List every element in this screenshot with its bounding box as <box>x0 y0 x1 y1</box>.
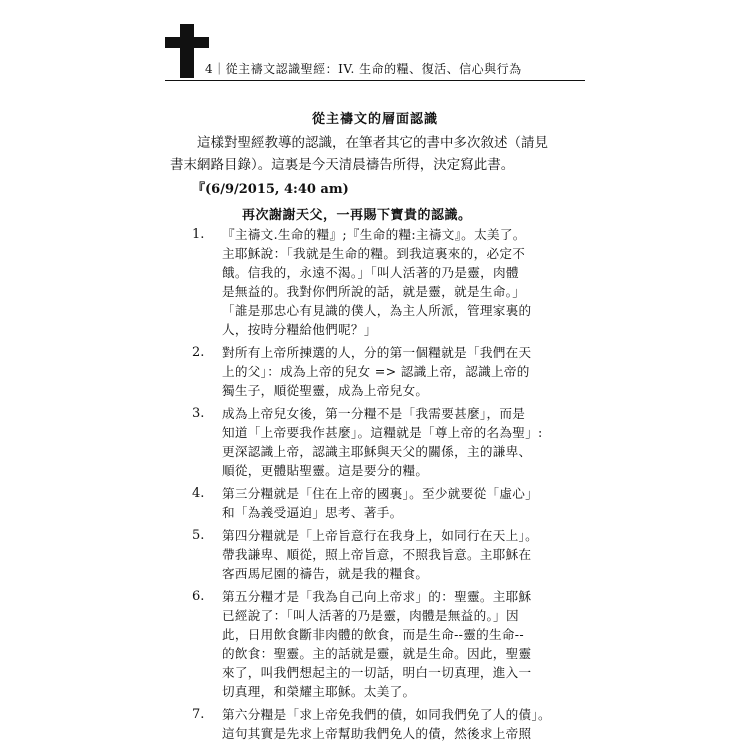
running-head: 4｜從主禱文認識聖經：IV. 生命的糧、復活、信心與行為 <box>205 62 522 76</box>
list-item <box>192 587 562 701</box>
item-number: 7. <box>192 707 205 722</box>
timestamp: 『(6/9/2015, 4:40 am) <box>192 182 349 197</box>
list-item <box>192 484 562 522</box>
item-number: 6. <box>192 589 205 604</box>
list-item <box>192 343 562 400</box>
item-number: 1. <box>192 227 205 242</box>
item-text: 第五分糧才是「我為自己向上帝求」的：聖靈。主耶穌 已經說了：「叫人活著的乃是靈，肉體是無益的。」因 此，日用飲食斷非肉體的飲食，而是生命--靈的生命-- 的飲食：聖靈。主的話就是靈，就是生命。因此，聖靈 來了，叫我們想起主的一切話，明白一切真理，進入一 切真理，和榮耀主耶穌。太美了。 <box>222 589 532 699</box>
item-number: 5. <box>192 528 205 543</box>
list-item <box>192 225 562 339</box>
section-title: 從主禱文的層面認識 <box>311 112 438 127</box>
numbered-list <box>192 225 562 747</box>
list-item <box>192 705 562 743</box>
item-number: 2. <box>192 345 205 360</box>
list-item <box>192 526 562 583</box>
header-rule <box>165 80 585 81</box>
item-text: 第六分糧是「求上帝免我們的債，如同我們免了人的債」。 這句其實是先求上帝幫助我們免人的債，然後求上帝照 <box>222 707 551 741</box>
subtitle: 再次謝謝天父，一再賜下寶貴的認識。 <box>242 208 472 223</box>
item-text: 第三分糧就是「住在上帝的國裏」。至少就要從「虛心」 和「為義受逼迫」思考、著手。 <box>222 486 539 520</box>
item-text: 成為上帝兒女後，第一分糧不是「我需要甚麼」，而是 知道「上帝要我作甚麼」。這糧就是「尊上帝的名為聖」: 更深認識上帝，認識主耶穌與天父的關係，主的謙卑、 順從，更體貼聖靈。這是要分的糧。 <box>222 406 543 478</box>
item-number: 3. <box>192 406 205 421</box>
item-text: 對所有上帝所揀選的人，分的第一個糧就是「我們在天 上的父」：成為上帝的兒女 => 認識上帝，認識上帝的 獨生子，順從聖靈，成為上帝兒女。 <box>222 345 532 398</box>
item-text: 第四分糧就是「上帝旨意行在我身上，如同行在天上」。 帶我謙卑、順從，照上帝旨意，不照我旨意。主耶穌在 客西馬尼園的禱告，就是我的糧食。 <box>222 528 539 581</box>
intro-paragraph: 這樣對聖經教導的認識，在筆者其它的書中多次敘述（請見書末網路目錄）。這裏是今天清晨禱告所得，決定寫此書。 <box>170 135 548 173</box>
list-item <box>192 404 562 480</box>
item-text: 『主禱文.生命的糧』;『生命的糧:主禱文』。太美了。 主耶穌說：「我就是生命的糧。到我這裏來的，必定不 餓。信我的，永遠不渴。」「叫人活著的乃是靈，肉體 是無益的。我對你們所說的話，就是靈，就是生命。」 「誰是那忠心有見識的僕人，為主人所派，管理家裏的 人，按時分糧給他們呢？」 <box>222 227 532 337</box>
item-number: 4. <box>192 486 205 501</box>
